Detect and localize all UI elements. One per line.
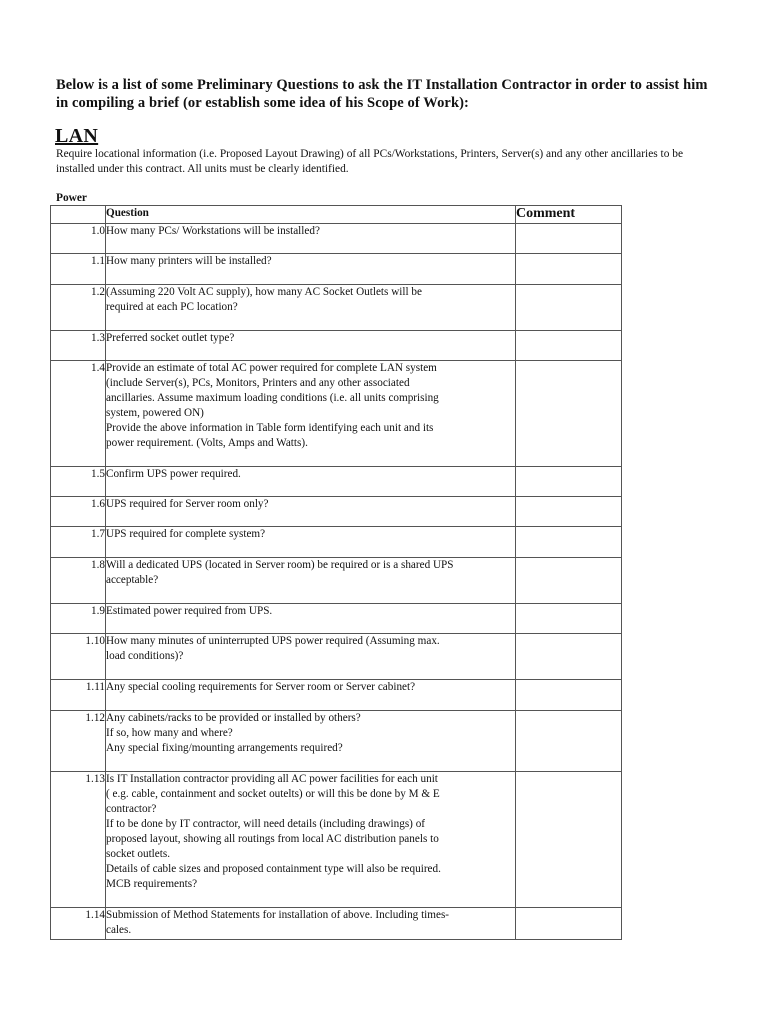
question-text [106, 908, 516, 940]
table-row [51, 331, 622, 361]
question-line: Any special cooling requirements for Server room or Server cabinet? [106, 681, 416, 693]
section-title: LAN [55, 125, 99, 147]
question-text [106, 711, 516, 772]
question-line: required at each PC location? [106, 301, 238, 313]
question-number: 1.3 [51, 331, 106, 361]
question-number: 1.8 [51, 558, 106, 604]
question-number: 1.14 [51, 908, 106, 940]
question-line: How many PCs/ Workstations will be installed? [106, 225, 320, 237]
question-text [106, 467, 516, 497]
table-row [51, 711, 622, 772]
question-number: 1.7 [51, 527, 106, 558]
question-line: (Assuming 220 Volt AC supply), how many AC Socket Outlets will be [106, 286, 422, 298]
comment-cell[interactable] [516, 527, 622, 558]
header-question: Question [106, 206, 516, 224]
questions-body [51, 224, 622, 940]
question-text [106, 772, 516, 908]
comment-cell[interactable] [516, 331, 622, 361]
question-text [106, 254, 516, 285]
question-number: 1.10 [51, 634, 106, 680]
question-line: power requirement. (Volts, Amps and Watts). [106, 437, 308, 449]
table-row [51, 497, 622, 527]
question-line: MCB requirements? [106, 878, 198, 890]
question-line: load conditions)? [106, 650, 184, 662]
question-line: ( e.g. cable, containment and socket outelts) or will this be done by M & E [106, 788, 440, 800]
intro-paragraph: Below is a list of some Preliminary Questions to ask the IT Installation Contractor in order to assist him in compiling a brief (or establish some idea of his Scope of Work): [56, 77, 708, 111]
comment-cell[interactable] [516, 467, 622, 497]
question-line: How many minutes of uninterrupted UPS power required (Assuming max. [106, 635, 440, 647]
question-line: Details of cable sizes and proposed containment type will also be required. [106, 863, 441, 875]
question-text [106, 634, 516, 680]
comment-cell[interactable] [516, 558, 622, 604]
table-row [51, 772, 622, 908]
question-number: 1.5 [51, 467, 106, 497]
question-line: If so, how many and where? [106, 727, 233, 739]
comment-cell[interactable] [516, 772, 622, 908]
question-text [106, 497, 516, 527]
comment-cell[interactable] [516, 604, 622, 634]
question-text [106, 527, 516, 558]
question-number: 1.1 [51, 254, 106, 285]
comment-cell[interactable] [516, 634, 622, 680]
question-line: Submission of Method Statements for installation of above. Including times- [106, 909, 450, 921]
header-comment: Comment [516, 206, 622, 224]
question-text [106, 680, 516, 711]
question-line: Any special fixing/mounting arrangements required? [106, 742, 343, 754]
question-line: Provide the above information in Table form identifying each unit and its [106, 422, 434, 434]
question-line: system, powered ON) [106, 407, 204, 419]
question-text [106, 558, 516, 604]
comment-cell[interactable] [516, 497, 622, 527]
question-line: (include Server(s), PCs, Monitors, Printers and any other associated [106, 377, 410, 389]
question-text [106, 331, 516, 361]
comment-cell[interactable] [516, 285, 622, 331]
question-line: UPS required for complete system? [106, 528, 266, 540]
question-line: Is IT Installation contractor providing all AC power facilities for each unit [106, 773, 438, 785]
question-text [106, 604, 516, 634]
question-line: If to be done by IT contractor, will need details (including drawings) of [106, 818, 426, 830]
question-number: 1.12 [51, 711, 106, 772]
table-row [51, 680, 622, 711]
table-caption: Power [56, 192, 87, 204]
question-line: Preferred socket outlet type? [106, 332, 235, 344]
comment-cell[interactable] [516, 361, 622, 467]
question-number: 1.6 [51, 497, 106, 527]
section-description: Require locational information (i.e. Proposed Layout Drawing) of all PCs/Workstations, Printers, Server(s) and any other ancillaries to be installed under this contract. All units must be clearly identified. [56, 148, 683, 175]
comment-cell[interactable] [516, 711, 622, 772]
table-row [51, 224, 622, 254]
table-row [51, 361, 622, 467]
table-row [51, 558, 622, 604]
question-line: How many printers will be installed? [106, 255, 272, 267]
question-text [106, 224, 516, 254]
table-row [51, 254, 622, 285]
table-row [51, 285, 622, 331]
question-number: 1.9 [51, 604, 106, 634]
header-number [51, 206, 106, 224]
question-line: contractor? [106, 803, 157, 815]
question-number: 1.11 [51, 680, 106, 711]
question-text [106, 361, 516, 467]
question-line: UPS required for Server room only? [106, 498, 269, 510]
comment-cell[interactable] [516, 224, 622, 254]
question-line: socket outlets. [106, 848, 171, 860]
question-number: 1.13 [51, 772, 106, 908]
question-line: ancillaries. Assume maximum loading conditions (i.e. all units comprising [106, 392, 439, 404]
question-number: 1.2 [51, 285, 106, 331]
question-line: Estimated power required from UPS. [106, 605, 273, 617]
comment-cell[interactable] [516, 680, 622, 711]
table-row [51, 527, 622, 558]
question-line: Any cabinets/racks to be provided or installed by others? [106, 712, 361, 724]
comment-cell[interactable] [516, 254, 622, 285]
question-text [106, 285, 516, 331]
comment-cell[interactable] [516, 908, 622, 940]
table-header-row [51, 206, 622, 224]
question-line: Provide an estimate of total AC power required for complete LAN system [106, 362, 437, 374]
question-line: proposed layout, showing all routings from local AC distribution panels to [106, 833, 439, 845]
table-row [51, 604, 622, 634]
table-row [51, 908, 622, 940]
table-row [51, 467, 622, 497]
question-number: 1.0 [51, 224, 106, 254]
questions-table [50, 205, 622, 940]
question-number: 1.4 [51, 361, 106, 467]
question-line: acceptable? [106, 574, 159, 586]
question-line: Will a dedicated UPS (located in Server room) be required or is a shared UPS [106, 559, 454, 571]
question-line: Confirm UPS power required. [106, 468, 241, 480]
question-line: cales. [106, 924, 132, 936]
table-row [51, 634, 622, 680]
